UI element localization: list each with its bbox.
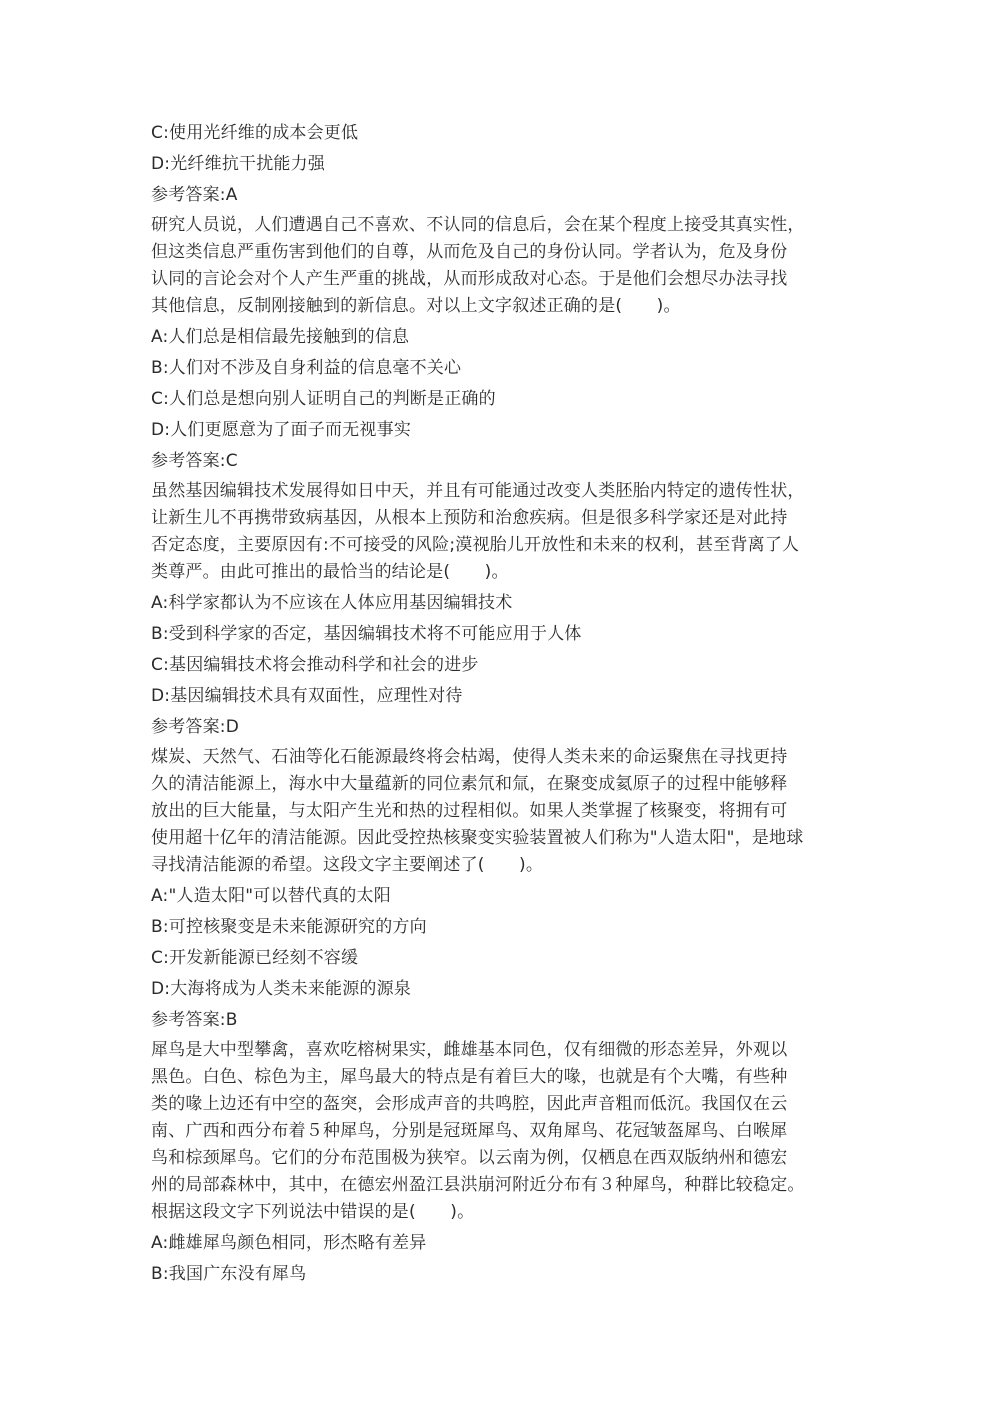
question-paragraph [151,744,851,879]
option-c: C:人们总是想向别人证明自己的判断是正确的 [151,389,496,409]
option-d: D:大海将成为人类未来能源的源泉 [151,979,412,999]
option-c: C:基因编辑技术将会推动科学和社会的进步 [151,655,479,675]
answer-line: 参考答案:A [151,185,238,205]
paragraph-line: 犀鸟是大中型攀禽，喜欢吃榕树果实，雌雄基本同色，仅有细微的形态差异，外观以 [151,1040,788,1060]
paragraph-line: 久的清洁能源上，海水中大量蕴新的同位素氘和氚，在聚变成氦原子的过程中能够释 [151,774,788,794]
option-d: D:基因编辑技术具有双面性，应理性对待 [151,686,463,706]
paragraph-line: 州的局部森林中，其中，在德宏州盈江县洪崩河附近分布有３种犀鸟，种群比较稳定。 [151,1175,805,1195]
paragraph-line: 但这类信息严重伤害到他们的自尊，从而危及自己的身份认同。学者认为，危及身份 [151,242,788,262]
option-b: B:人们对不涉及自身利益的信息毫不关心 [151,358,462,378]
option-b: B:受到科学家的否定，基因编辑技术将不可能应用于人体 [151,624,582,644]
paragraph-line: 鸟和棕颈犀鸟。它们的分布范围极为狭窄。以云南为例，仅栖息在西双版纳州和德宏 [151,1148,788,1168]
answer-line: 参考答案:D [151,717,240,737]
paragraph-line: 放出的巨大能量，与太阳产生光和热的过程相似。如果人类掌握了核聚变，将拥有可 [151,801,788,821]
option-c: C:使用光纤维的成本会更低 [151,123,359,143]
answer-line: 参考答案:B [151,1010,238,1030]
option-a: A:雌雄犀鸟颜色相同，形杰略有差异 [151,1233,427,1253]
document-page [151,118,851,1290]
option-d: D:光纤维抗干扰能力强 [151,154,326,174]
paragraph-line: 黑色。白色、棕色为主，犀鸟最大的特点是有着巨大的喙，也就是有个大嘴，有些种 [151,1067,788,1087]
paragraph-line: 让新生儿不再携带致病基因，从根本上预防和治愈疾病。但是很多科学家还是对此持 [151,508,788,528]
question-paragraph [151,478,851,586]
option-b: B:我国广东没有犀鸟 [151,1264,307,1284]
paragraph-line: 南、广西和西分布着５种犀鸟，分别是冠斑犀鸟、双角犀鸟、花冠皱盔犀鸟、白喉犀 [151,1121,788,1141]
paragraph-line: 寻找清洁能源的希望。这段文字主要阐述了( )。 [151,855,544,875]
paragraph-line: 类的喙上边还有中空的盔突，会形成声音的共鸣腔，因此声音粗而低沉。我国仅在云 [151,1094,788,1114]
paragraph-line: 煤炭、天然气、石油等化石能源最终将会枯竭，使得人类未来的命运聚焦在寻找更持 [151,747,788,767]
paragraph-line: 根据这段文字下列说法中错误的是( )。 [151,1202,475,1222]
paragraph-line: 使用超十亿年的清洁能源。因此受控热核聚变实验装置被人们称为"人造太阳"，是地球 [151,828,804,848]
option-a: A:人们总是相信最先接触到的信息 [151,327,410,347]
paragraph-line: 认同的言论会对个人产生严重的挑战，从而形成敌对心态。于是他们会想尽办法寻找 [151,269,788,289]
paragraph-line: 否定态度，主要原因有:不可接受的风险;漠视胎儿开放性和未来的权利，甚至背离了人 [151,535,800,555]
paragraph-line: 其他信息，反制刚接触到的新信息。对以上文字叙述正确的是( )。 [151,296,681,316]
question-paragraph [151,212,851,320]
paragraph-line: 类尊严。由此可推出的最恰当的结论是( )。 [151,562,509,582]
question-paragraph [151,1037,851,1226]
option-b: B:可控核聚变是未来能源研究的方向 [151,917,427,937]
option-a: A:科学家都认为不应该在人体应用基因编辑技术 [151,593,513,613]
option-c: C:开发新能源已经刻不容缓 [151,948,359,968]
option-d: D:人们更愿意为了面子而无视事实 [151,420,412,440]
paragraph-line: 虽然基因编辑技术发展得如日中天，并且有可能通过改变人类胚胎内特定的遗传性状， [151,481,805,501]
paragraph-line: 研究人员说，人们遭遇自己不喜欢、不认同的信息后，会在某个程度上接受其真实性， [151,215,805,235]
answer-line: 参考答案:C [151,451,238,471]
option-a: A:"人造太阳"可以替代真的太阳 [151,886,391,906]
